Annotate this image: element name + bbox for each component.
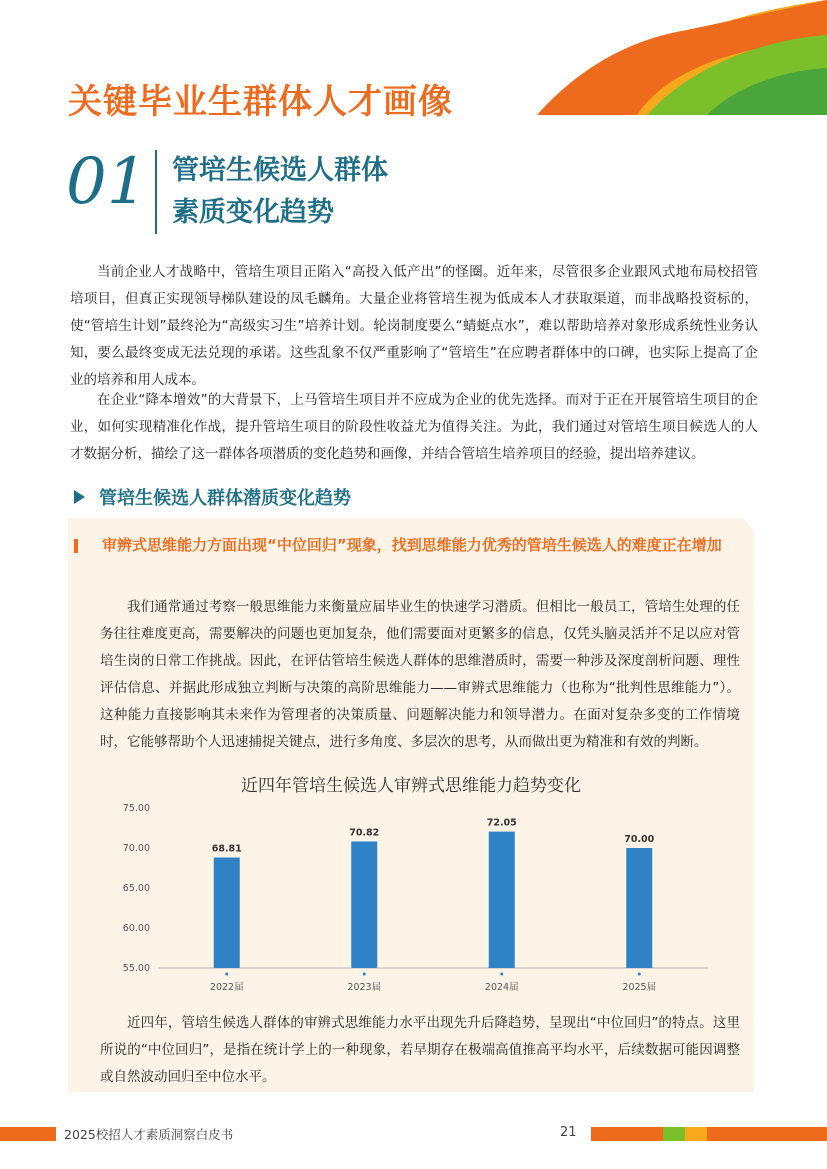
intro-paragraph-2: 在企业“降本增效”的大背景下，上马管培生项目并不应成为企业的优先选择。而对于正在开展管培生项目的企业，如何实现精准化作战，提升管培生项目的阶段性收益尤为值得关注。为此，我们通过对管培生项目候选人的人才数据分析，描绘了这一群体各项潜质的变化趋势和画像，并结合管培生培养项目的经验，提出培养建议。 xyxy=(70,392,758,462)
chart-title: 近四年管培生候选人审辨式思维能力趋势变化 xyxy=(241,776,581,796)
panel-accent-bar xyxy=(74,539,78,553)
section-divider xyxy=(155,150,157,234)
section-heading-line2: 素质变化趋势 xyxy=(172,197,334,228)
panel-paragraph-2: 近四年，管培生候选人群体的审辨式思维能力水平出现先升后降趋势，呈现出“中位回归”的特点。这里所说的“中位回归”，是指在统计学上的一种现象，若早期存在极端高值推高平均水平，后续数据可能因调整或自然波动回归至中位水平。 xyxy=(100,1015,740,1085)
subsection-heading xyxy=(74,484,351,510)
panel-title: 审辨式思维能力方面出现“中位回归”现象，找到思维能力优秀的管培生候选人的难度正在增加 xyxy=(102,536,722,554)
section-number: 01 xyxy=(66,145,148,219)
x-tick-dot xyxy=(363,973,366,976)
y-tick-label: 55.00 xyxy=(122,963,150,974)
bar-value-label: 68.81 xyxy=(211,843,242,855)
footer-accent-bar xyxy=(0,1127,56,1141)
panel-corner-notch xyxy=(742,518,754,530)
section-heading-line1: 管培生候选人群体 xyxy=(172,155,388,186)
y-tick-label: 70.00 xyxy=(122,843,150,854)
chart-bar xyxy=(214,858,240,968)
panel-paragraph-1: 我们通常通过考察一般思维能力来衡量应届毕业生的快速学习潜质。但相比一般员工，管培生处理的任务往往难度更高，需要解决的问题也更加复杂，他们需要面对更繁多的信息，仅凭头脑灵活并不足以应对管培生岗的日常工作挑战。因此，在评估管培生候选人群体的思维潜质时，需要一种涉及深度剖析问题、理性评估信息、并据此形成独立判断与决策的高阶思维能力——审辨式思维能力（也称为“批判性思维能力”）。这种能力直接影响其未来作为管理者的决策质量、问题解决能力和领导潜力。在面对复杂多变的工作情境时，它能够帮助个人迅速捕捉关键点，进行多角度、多层次的思考，从而做出更为精准和有效的判断。 xyxy=(100,599,740,750)
bar-chart xyxy=(68,800,754,1010)
y-tick-label: 75.00 xyxy=(122,803,150,814)
highlight-panel xyxy=(68,518,754,1092)
footer-bar-orange xyxy=(591,1127,663,1141)
section-heading xyxy=(172,150,388,234)
x-tick-label: 2025届 xyxy=(622,982,657,993)
footer-bar-orange-long xyxy=(707,1127,827,1141)
y-tick-label: 65.00 xyxy=(122,883,150,894)
footer-label: 2025校招人才素质洞察白皮书 xyxy=(64,1127,234,1142)
triangle-bullet-icon xyxy=(74,490,85,504)
x-tick-label: 2023届 xyxy=(347,982,382,993)
x-tick-label: 2022届 xyxy=(209,982,244,993)
corner-decoration xyxy=(537,0,827,115)
chart-bar xyxy=(351,841,377,968)
y-tick-label: 60.00 xyxy=(122,923,150,934)
x-tick-dot xyxy=(638,973,641,976)
x-tick-dot xyxy=(225,973,228,976)
footer-bar-green xyxy=(663,1127,685,1141)
footer-color-bars xyxy=(591,1127,827,1141)
page-title: 关键毕业生群体人才画像 xyxy=(68,82,453,122)
x-tick-label: 2024届 xyxy=(484,982,519,993)
bar-value-label: 70.82 xyxy=(349,827,380,839)
subsection-heading-text: 管培生候选人群体潜质变化趋势 xyxy=(99,488,351,509)
page-number: 21 xyxy=(560,1125,577,1140)
bar-value-label: 72.05 xyxy=(486,817,517,829)
x-tick-dot xyxy=(500,973,503,976)
bar-value-label: 70.00 xyxy=(624,834,655,845)
intro-paragraph-1: 当前企业人才战略中，管培生项目正陷入“高投入低产出”的怪圈。近年来，尽管很多企业跟风式地布局校招管培项目，但真正实现领导梯队建设的凤毛麟角。大量企业将管培生视为低成本人才获取渠道，而非战略投资标的，使“管培生计划”最终沦为“高级实习生”培养计划。轮岗制度要么“蜻蜓点水”，难以帮助培养对象形成系统性业务认知，要么最终变成无法兑现的承诺。这些乱象不仅严重影响了“管培生”在应聘者群体中的口碑，也实际上提高了企业的培养和用人成本。 xyxy=(70,264,758,388)
footer-bar-yellow xyxy=(685,1127,707,1141)
chart-bar xyxy=(489,832,515,968)
chart-bar xyxy=(626,848,652,968)
